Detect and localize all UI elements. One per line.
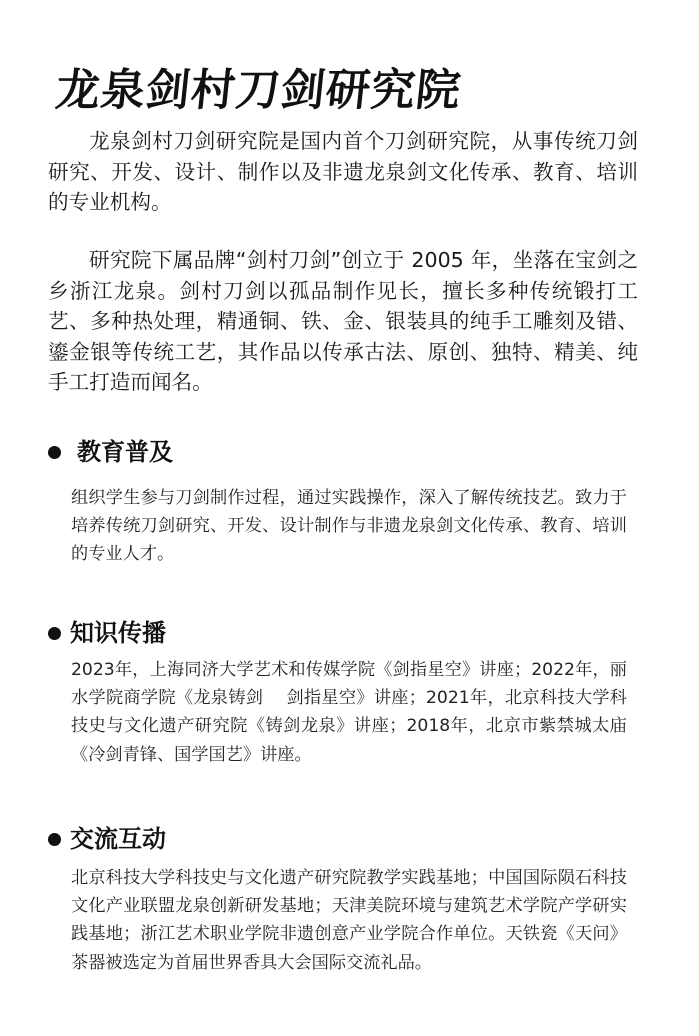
intro-paragraph-1: 龙泉剑村刀剑研究院是国内首个刀剑研究院，从事传统刀剑研究、开发、设计、制作以及非遗龙泉剑文化传承、教育、培训的专业机构。 bbox=[48, 129, 638, 214]
section-heading-label: 教育普及 bbox=[77, 438, 173, 466]
section-heading-label: 知识传播 bbox=[70, 619, 166, 647]
bullet-icon bbox=[48, 833, 61, 846]
section-body-knowledge: 2023年，上海同济大学艺术和传媒学院《剑指星空》讲座；2022年，丽水学院商学院《龙泉铸剑 剑指星空》讲座；2021年，北京科技大学科技史与文化遗产研究院《铸剑龙泉》讲座；2018年，北京市紫禁城太庙 《冷剑青锋、国学国艺》讲座。 bbox=[71, 660, 627, 765]
bullet-icon bbox=[48, 627, 61, 640]
section-heading-exchange bbox=[48, 823, 166, 855]
page-title: 龙泉剑村刀剑研究院 bbox=[53, 65, 464, 117]
section-heading-label: 交流互动 bbox=[70, 825, 166, 853]
intro-paragraph-2: 研究院下属品牌“剑村刀剑”创立于 2005 年，坐落在宝剑之乡浙江龙泉。剑村刀剑以孤品制作见长，擅长多种传统锻打工艺、多种热处理，精通铜、铁、金、银装具的纯手工雕刻及错、鎏金银等传统工艺，其作品以传承古法、原创、独特、精美、纯手工打造而闻名。 bbox=[48, 248, 638, 394]
section-heading-education bbox=[48, 436, 173, 468]
section-body-exchange: 北京科技大学科技史与文化遗产研究院教学实践基地；中国国际陨石科技文化产业联盟龙泉创新研发基地；天津美院环境与建筑艺术学院产学研实践基地；浙江艺术职业学院非遗创意产业学院合作单位。天铁瓷《天问》茶器被选定为首届世界香具大会国际交流礼品。 bbox=[71, 868, 627, 973]
section-heading-knowledge bbox=[48, 617, 166, 649]
bullet-icon bbox=[48, 446, 61, 459]
section-body-education: 组织学生参与刀剑制作过程，通过实践操作，深入了解传统技艺。致力于培养传统刀剑研究、开发、设计制作与非遗龙泉剑文化传承、教育、培训的专业人才。 bbox=[71, 488, 627, 565]
